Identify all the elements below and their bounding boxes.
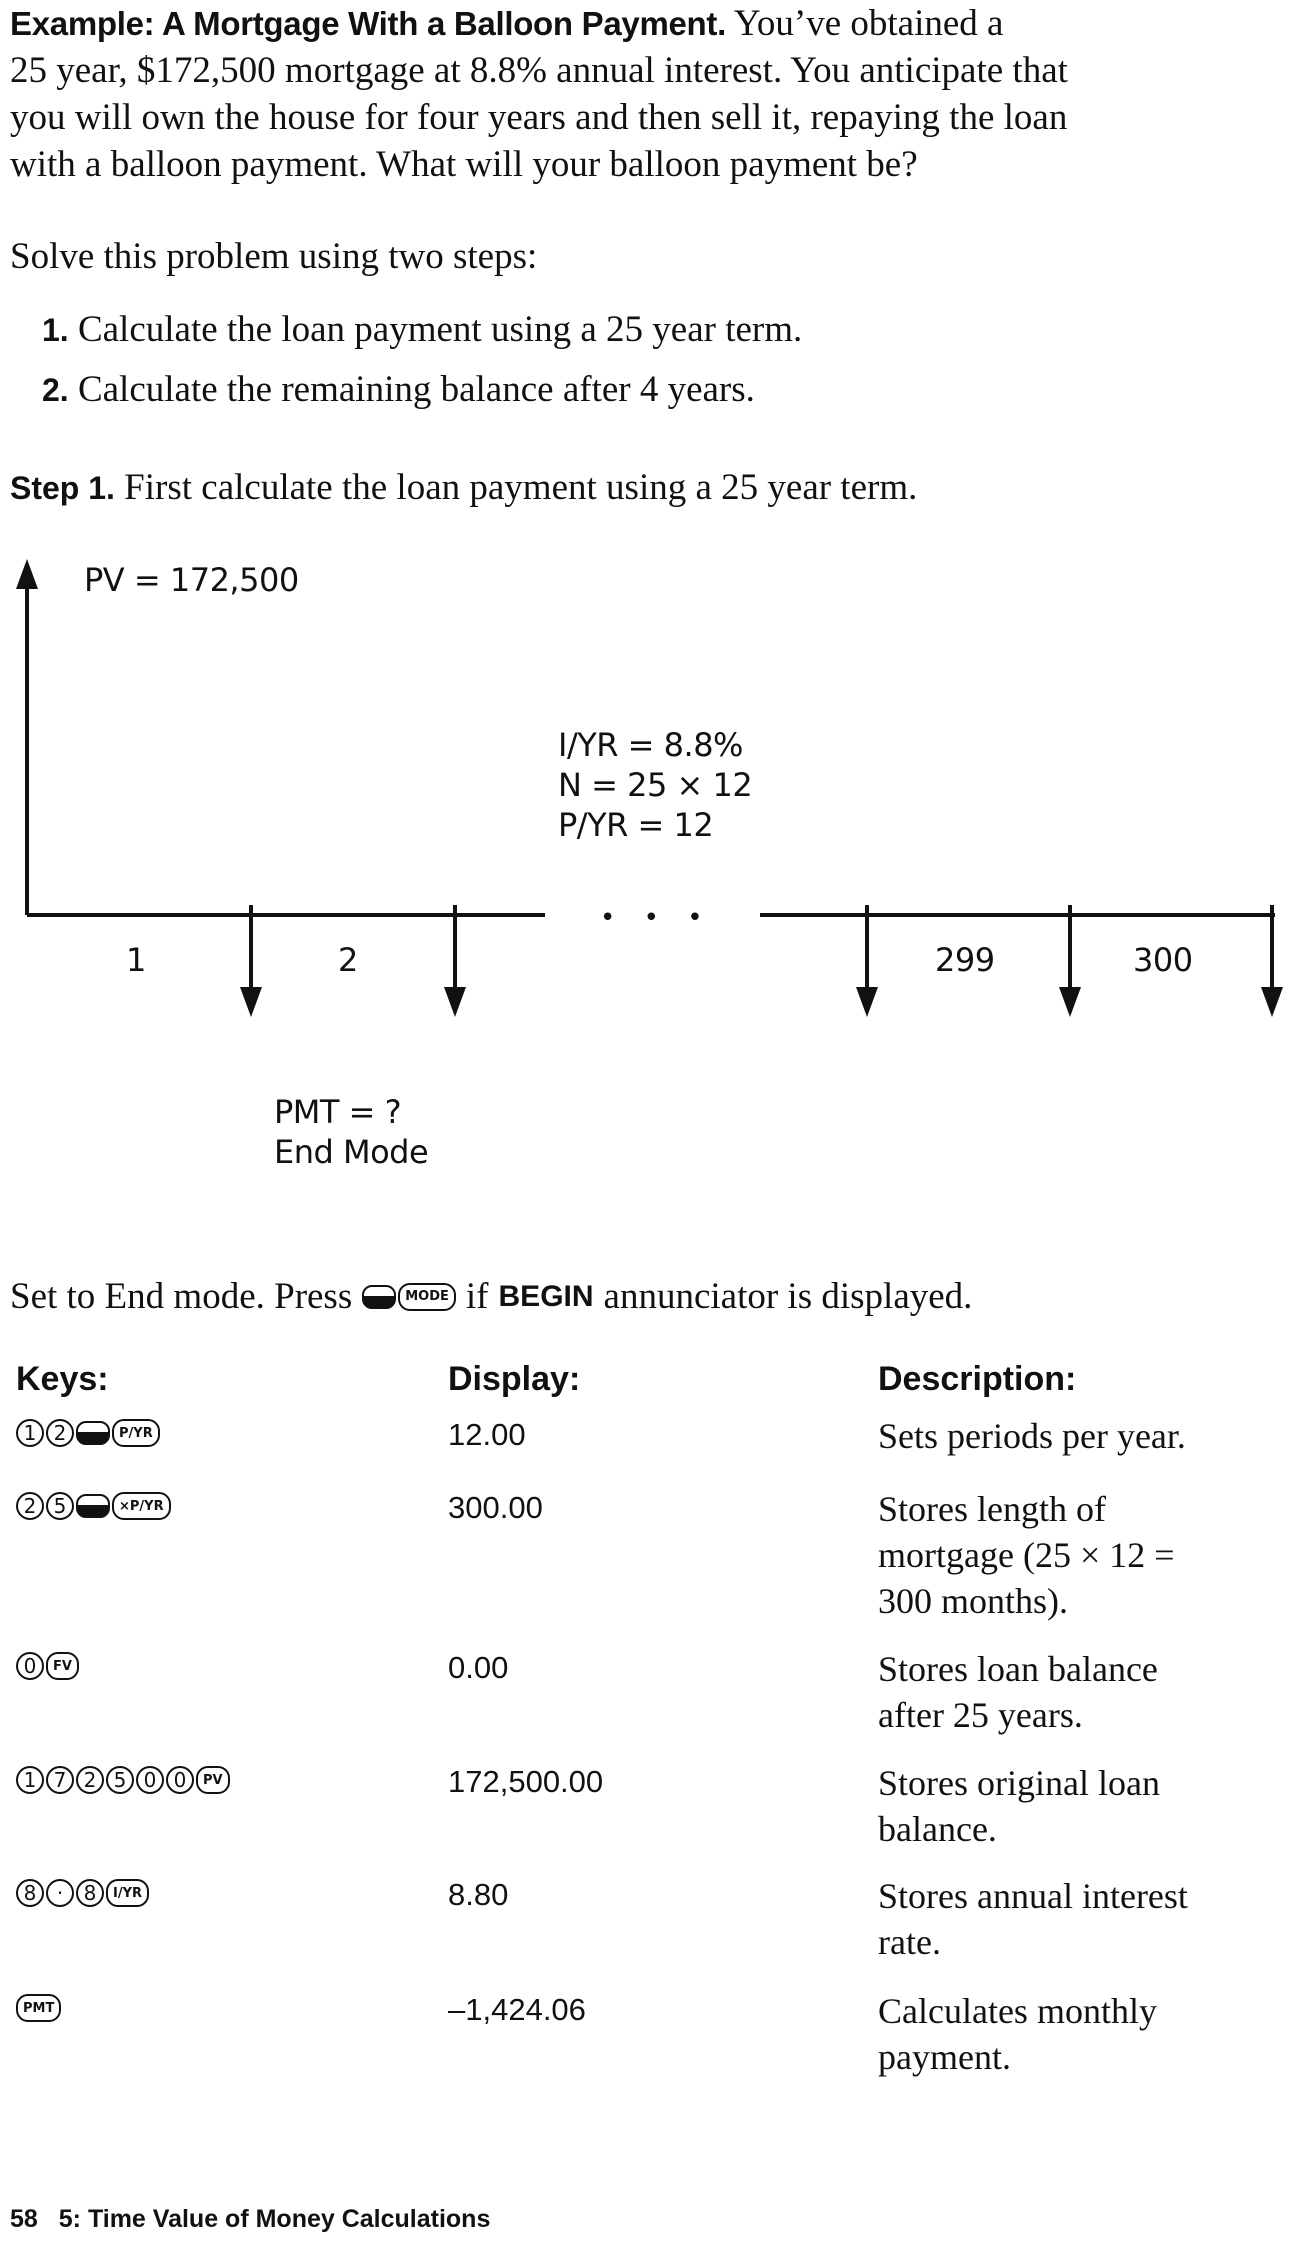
function-key: I/YR [106,1879,149,1907]
mode-key-label: MODE [398,1283,456,1311]
annunciator-text: annunciator is displayed. [603,1276,973,1317]
digit-key: 0 [166,1766,194,1794]
period-label: 1 [126,941,146,979]
intro-text: Solve this problem using two steps: [10,236,538,277]
function-key: PV [196,1766,230,1794]
pv-arrow-head [16,559,38,589]
example-heading: Example: A Mortgage With a Balloon Payment. [10,5,726,42]
digit-key: 2 [46,1419,74,1447]
display-value: 172,500.00 [448,1764,604,1799]
pmt-arrow-1-head [240,987,262,1017]
description-line: Stores length of [878,1489,1106,1529]
description-header: Description: [878,1360,1077,1398]
example-line-2: 25 year, $172,500 mortgage at 8.8% annual interest. You anticipate that [10,50,1068,91]
step-list [42,306,802,414]
step-number: 1. [42,312,69,348]
cash-flow-diagram [0,555,1292,1195]
digit-key: 0 [136,1766,164,1794]
description-cell [878,1646,1158,1738]
pmt-arrow-300-head [1059,987,1081,1017]
keystroke-sequence [16,1766,230,1794]
pmt-arrow-end-head [1261,987,1283,1017]
keystroke-sequence [16,1492,171,1520]
keystroke-sequence [16,1879,149,1907]
loan-params [558,725,752,845]
step1-text: First calculate the loan payment using a 25 year term. [124,467,918,508]
digit-key: 5 [46,1492,74,1520]
keystroke-sequence [16,1419,160,1447]
description-line: 300 months). [878,1581,1069,1621]
description-line: Sets periods per year. [878,1416,1186,1456]
step1-label: Step 1. [10,470,115,506]
chapter-title: 5: Time Value of Money Calculations [58,2205,491,2233]
function-key: PMT [16,1994,61,2022]
description-cell [878,1873,1188,1965]
example-line-3: you will own the house for four years and then sell it, repaying the loan [10,97,1068,138]
digit-key: 8 [76,1879,104,1907]
keystroke-sequence [16,1652,79,1680]
shift-key-icon [362,1285,396,1309]
description-cell [878,1413,1186,1459]
mode-key [362,1283,456,1311]
description-cell [878,1760,1160,1852]
periods-per-year-param: P/YR = 12 [558,806,714,844]
description-line: rate. [878,1922,941,1962]
keystroke-sequence [16,1994,61,2022]
step-number: 2. [42,372,69,408]
step1-line [10,464,917,512]
digit-key: 1 [16,1766,44,1794]
period-label: 300 [1133,941,1193,979]
example-line-4: with a balloon payment. What will your balloon payment be? [10,144,918,185]
display-value: 300.00 [448,1490,543,1525]
shift-key-icon [76,1421,110,1445]
digit-key: · [46,1879,74,1907]
description-line: after 25 years. [878,1695,1083,1735]
display-header: Display: [448,1360,581,1398]
pmt-label [274,1092,428,1172]
timeline-ellipsis: • • • [600,903,713,933]
description-cell [878,1988,1157,2080]
digit-key: 7 [46,1766,74,1794]
pmt-text: PMT = ? [274,1093,402,1131]
periods-param: N = 25 × 12 [558,766,753,804]
description-line: Stores annual interest [878,1876,1188,1916]
step-text: Calculate the remaining balance after 4 years. [77,369,755,410]
end-mode-text: Set to End mode. Press [10,1276,353,1317]
mode-text: End Mode [274,1133,429,1171]
function-key: FV [46,1652,79,1680]
step-item [42,366,802,414]
description-line: mortgage (25 × 12 = [878,1535,1175,1575]
display-value: 8.80 [448,1877,509,1912]
description-line: Stores original loan [878,1763,1160,1803]
digit-key: 8 [16,1879,44,1907]
function-key: ×P/YR [112,1492,171,1520]
interest-param: I/YR = 8.8% [558,726,743,764]
keys-header: Keys: [16,1360,109,1398]
digit-key: 5 [106,1766,134,1794]
display-value: –1,424.06 [448,1992,586,2027]
description-line: balance. [878,1809,997,1849]
pmt-arrow-299-head [856,987,878,1017]
example-line-1: You’ve obtained a [733,3,1004,44]
display-value: 0.00 [448,1650,509,1685]
display-value: 12.00 [448,1417,526,1452]
example-paragraph [10,0,1280,188]
page-footer [10,2205,490,2234]
pmt-arrow-2-head [444,987,466,1017]
period-label: 2 [338,941,358,979]
if-text: if [465,1276,489,1317]
digit-key: 0 [16,1652,44,1680]
description-line: Stores loan balance [878,1649,1158,1689]
step-text: Calculate the loan payment using a 25 year term. [77,309,803,350]
shift-key-icon [76,1494,110,1518]
pv-label: PV = 172,500 [84,561,299,599]
description-cell [878,1486,1175,1624]
step-item [42,306,802,354]
function-key: P/YR [112,1419,160,1447]
description-line: Calculates monthly [878,1991,1157,2031]
digit-key: 2 [76,1766,104,1794]
digit-key: 1 [16,1419,44,1447]
period-label: 299 [935,941,995,979]
begin-annunciator: BEGIN [498,1280,594,1313]
page-number: 58 [10,2205,38,2233]
description-line: payment. [878,2037,1011,2077]
digit-key: 2 [16,1492,44,1520]
end-mode-instruction [10,1273,972,1320]
